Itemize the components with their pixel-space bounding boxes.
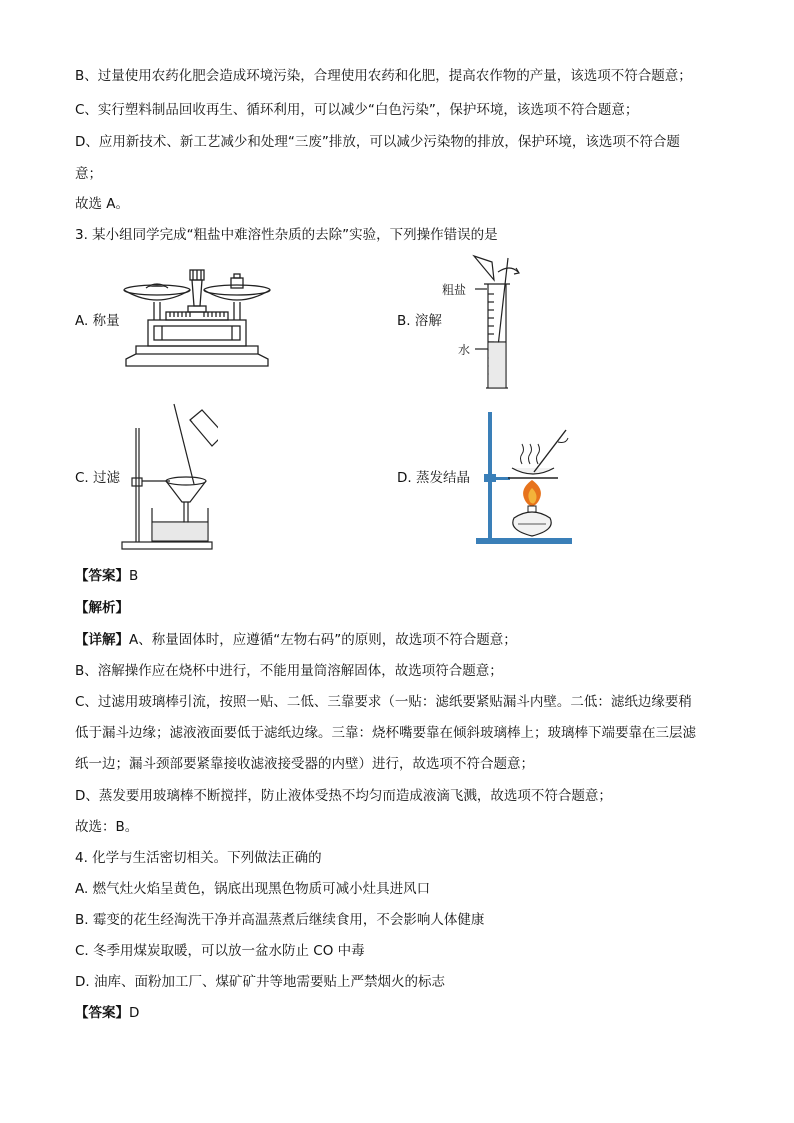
q4-stem: 4. 化学与生活密切相关。下列做法正确的	[75, 850, 322, 866]
graduated-cylinder-figure	[440, 250, 550, 394]
q3-stem: 3. 某小组同学完成“粗盐中难溶性杂质的去除”实验，下列操作错误的是	[75, 227, 498, 243]
q3-detail-a	[75, 630, 517, 650]
evaporation-apparatus-figure	[474, 406, 578, 552]
detail-tag: 【详解】	[75, 632, 129, 648]
q3-detail-c-line1: C、过滤用玻璃棒引流，按照一贴、二低、三靠要求（一贴：滤纸要紧贴漏斗内壁。二低：滤纸边缘要稍	[75, 694, 692, 710]
filtration-apparatus-figure	[118, 398, 218, 556]
q3-detail-d: D、蒸发要用玻璃棒不断搅拌，防止液体受热不均匀而造成液滴飞溅，故选项不符合题意；	[75, 788, 612, 804]
q4-answer	[75, 1003, 139, 1023]
q3-option-a-label: A. 称量	[75, 313, 120, 329]
water-label: 水	[458, 343, 471, 357]
answer-tag: 【答案】	[75, 568, 129, 584]
q4-option-b: B. 霉变的花生经淘洗干净并高温蒸煮后继续食用，不会影响人体健康	[75, 912, 485, 928]
q3-option-d-label: D. 蒸发结晶	[397, 470, 470, 486]
detail-a-text: A、称量固体时，应遵循“左物右码”的原则，故选项不符合题意；	[129, 632, 517, 648]
q3-final-choice: 故选：B。	[75, 819, 139, 835]
answer-value: B	[129, 568, 139, 584]
q2-final-choice: 故选 A。	[75, 196, 130, 212]
q2-option-d-explanation-line2: 意；	[75, 166, 102, 182]
answer-value: D	[129, 1005, 140, 1021]
q2-option-d-explanation-line1: D、应用新技术、新工艺减少和处理“三废”排放，可以减少污染物的排放，保护环境，该选项不符合题	[75, 134, 680, 150]
q4-option-a: A. 燃气灶火焰呈黄色，锅底出现黑色物质可减小灶具进风口	[75, 881, 431, 897]
q3-detail-b: B、溶解操作应在烧杯中进行，不能用量筒溶解固体，故选项符合题意；	[75, 663, 503, 679]
q3-analysis-tag: 【解析】	[75, 600, 129, 616]
q3-option-b-label: B. 溶解	[397, 313, 442, 329]
q3-answer	[75, 566, 138, 586]
q2-option-c-explanation: C、实行塑料制品回收再生、循环利用，可以减少“白色污染”，保护环境，该选项不符合题意；	[75, 102, 639, 118]
q2-option-b-explanation: B、过量使用农药化肥会造成环境污染，合理使用农药和化肥，提高农作物的产量，该选项不符合题意；	[75, 68, 692, 84]
q3-option-c-label: C. 过滤	[75, 470, 121, 486]
q3-detail-c-line2: 低于漏斗边缘；滤液液面要低于滤纸边缘。三靠：烧杯嘴要靠在倾斜玻璃棒上；玻璃棒下端要靠在三层滤	[75, 725, 696, 741]
answer-tag: 【答案】	[75, 1005, 129, 1021]
q4-option-c: C. 冬季用煤炭取暖，可以放一盆水防止 CO 中毒	[75, 943, 365, 959]
q3-detail-c-line3: 纸一边；漏斗颈部要紧靠接收滤液接受器的内壁）进行，故选项不符合题意；	[75, 756, 534, 772]
q4-option-d: D. 油库、面粉加工厂、煤矿矿井等地需要贴上严禁烟火的标志	[75, 974, 445, 990]
crude-salt-label: 粗盐	[442, 283, 467, 297]
balance-scale-figure	[118, 262, 274, 374]
